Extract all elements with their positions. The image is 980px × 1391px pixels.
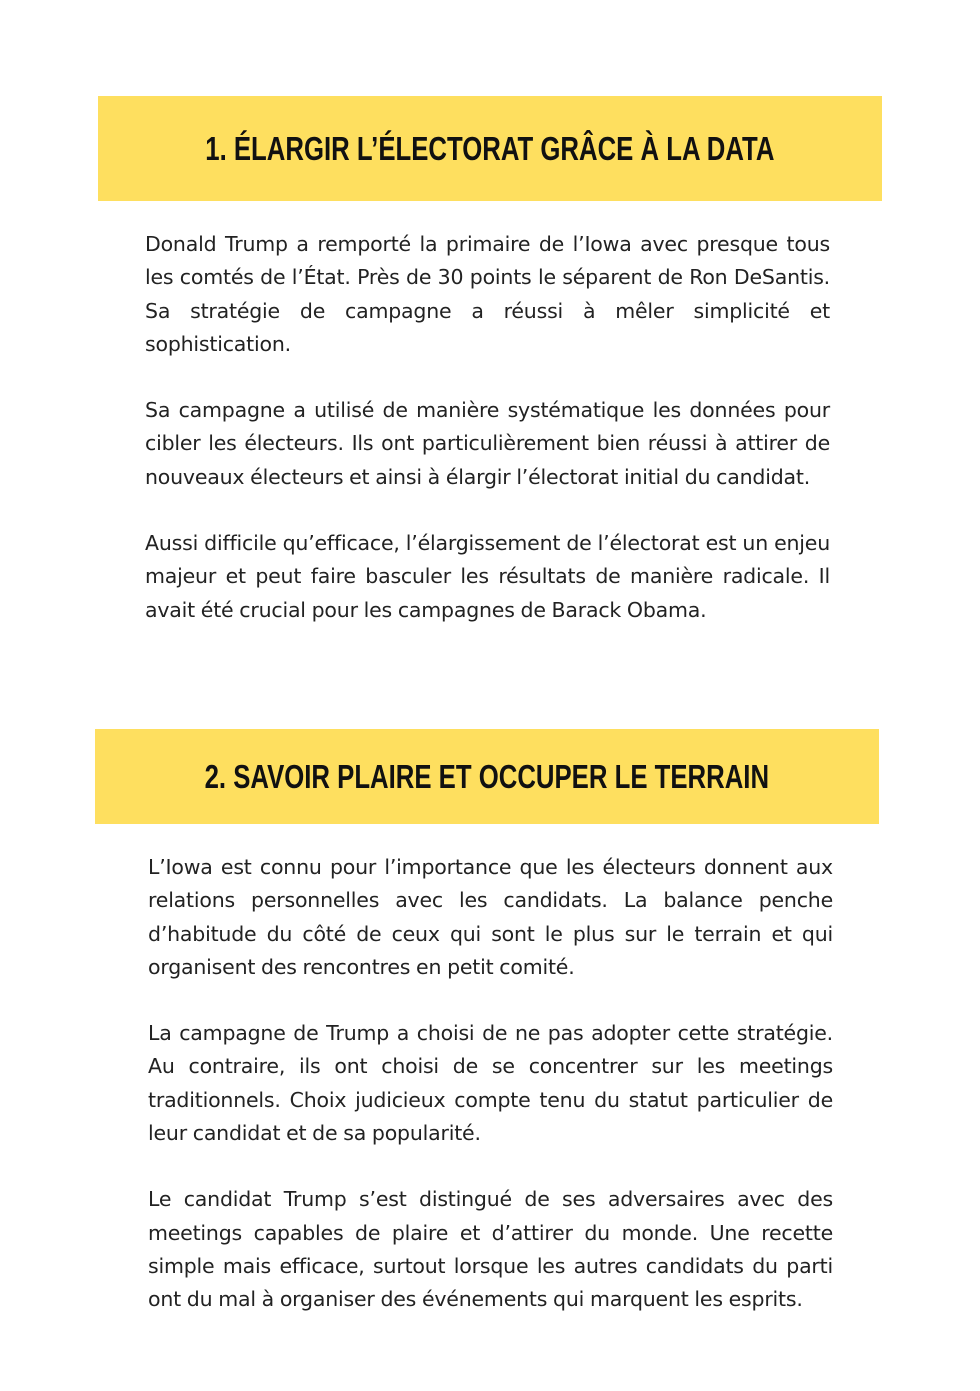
section-1-paragraph-1: Donald Trump a remporté la primaire de l’Iowa avec presque tous les comtés de l’État. Près de 30 points le séparent de Ron DeSantis. Sa stratégie de campagne a réussi à mêler simplicité et sophistication. (145, 232, 830, 356)
section-2-heading: 2. SAVOIR PLAIRE ET OCCUPER LE TERRAIN (204, 757, 770, 795)
section-1-heading: 1. ÉLARGIR L’ÉLECTORAT GRÂCE À LA DATA (205, 129, 775, 167)
section-2-paragraph-3: Le candidat Trump s’est distingué de ses adversaires avec des meetings capables de plaire et d’attirer du monde. Une recette simple mais efficace, surtout lorsque les autres candidats du parti ont du mal à organiser des événements qui marquent les esprits. (148, 1187, 833, 1312)
section-2-paragraph-1: L’Iowa est connu pour l’importance que les électeurs donnent aux relations personnelles avec les candidats. La balance penche d’habitude du côté de ceux qui sont le plus sur le terrain et qui organisent des rencontres en petit comité. (148, 855, 833, 979)
section-1-paragraph-3: Aussi difficile qu’efficace, l’élargissement de l’électorat est un enjeu majeur et peut faire basculer les résultats de manière radicale. Il avait été crucial pour les campagnes de Barack Obama. (145, 531, 830, 622)
section-1-body (145, 228, 830, 660)
section-1-paragraph-2: Sa campagne a utilisé de manière systématique les données pour cibler les électeurs. Ils ont particulièrement bien réussi à attirer de nouveaux électeurs et ainsi à élargir l’électorat initial du candidat. (145, 398, 830, 489)
section-1-heading-banner (98, 96, 882, 201)
section-2-paragraph-2: La campagne de Trump a choisi de ne pas adopter cette stratégie. Au contraire, ils ont choisi de se concentrer sur les meetings traditionnels. Choix judicieux compte tenu du statut particulier de leur candidat et de sa popularité. (148, 1021, 833, 1146)
section-2-body (148, 851, 833, 1350)
section-2-heading-banner (95, 729, 879, 824)
